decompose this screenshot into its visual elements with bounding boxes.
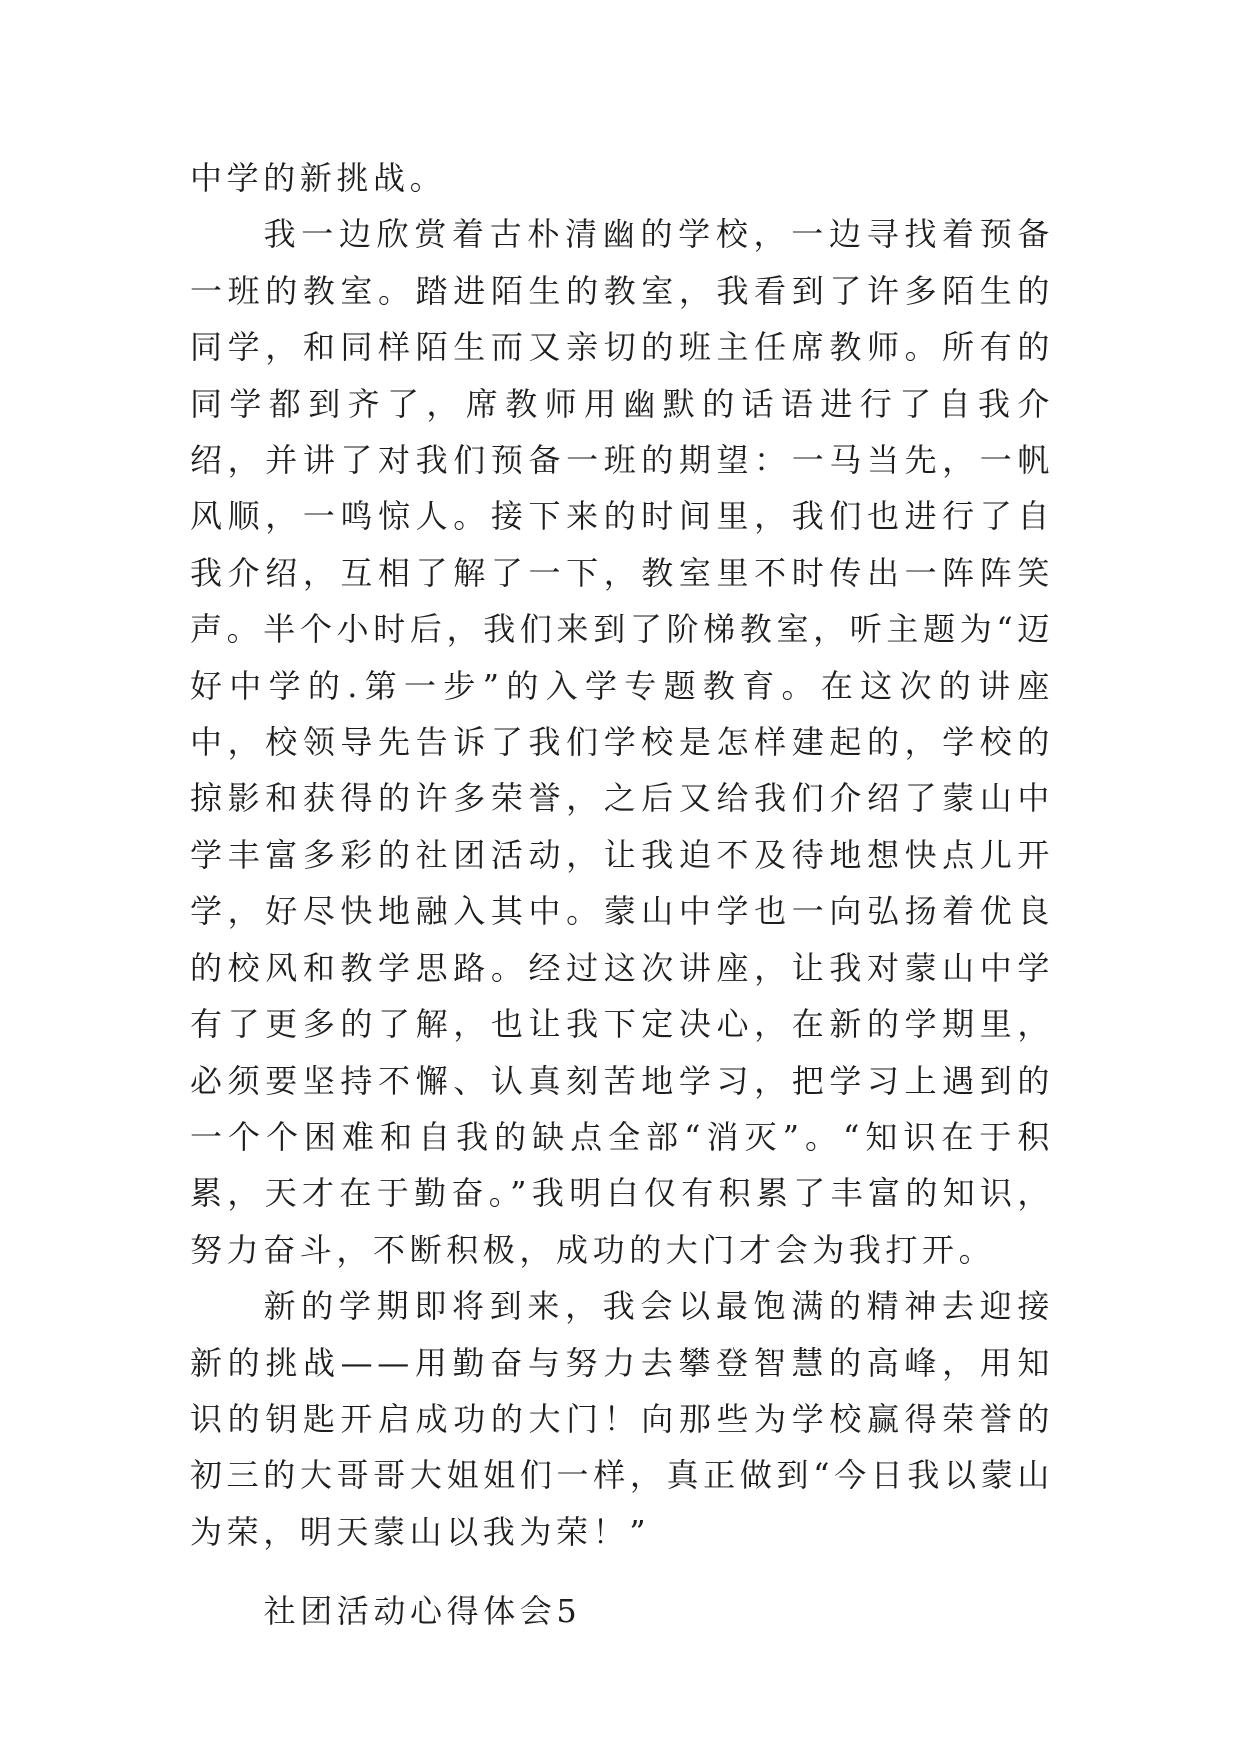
paragraph-school-visit: 我一边欣赏着古朴清幽的学校，一边寻找着预备一班的教室。踏进陌生的教室，我看到了许多陌生的同学，和同样陌生而又亲切的班主任席教师。所有的同学都到齐了，席教师用幽默的话语进行了自我介绍，并讲了对我们预备一班的期望：一马当先，一帆风顺，一鸣惊人。接下来的时间里，我们也进行了自我介绍，互相了解了一下，教室里不时传出一阵阵笑声。半个小时后，我们来到了阶梯教室，听主题为“迈好中学的.第一步”的入学专题教育。在这次的讲座中，校领导先告诉了我们学校是怎样建起的，学校的掠影和获得的许多荣誉，之后又给我们介绍了蒙山中学丰富多彩的社团活动，让我迫不及待地想快点儿开学，好尽快地融入其中。蒙山中学也一向弘扬着优良的校风和教学思路。经过这次讲座，让我对蒙山中学有了更多的了解，也让我下定决心，在新的学期里，必须要坚持不懈、认真刻苦地学习，把学习上遇到的一个个困难和自我的缺点全部“消灭”。“知识在于积累，天才在于勤奋。”我明白仅有积累了丰富的知识，努力奋斗，不断积极，成功的大门才会为我打开。 xyxy=(190,215,1054,1269)
paragraph-continuation: 中学的新挑战。 xyxy=(190,159,447,197)
document-body xyxy=(190,150,1054,1640)
paragraph-new-semester: 新的学期即将到来，我会以最饱满的精神去迎接新的挑战——用勤奋与努力去攀登智慧的高峰，用知识的钥匙开启成功的大门！向那些为学校赢得荣誉的初三的大哥哥大姐姐们一样，真正做到“今日我以蒙山为荣，明天蒙山以我为荣！” xyxy=(190,1287,1054,1551)
section-heading: 社团活动心得体会5 xyxy=(263,1592,582,1631)
